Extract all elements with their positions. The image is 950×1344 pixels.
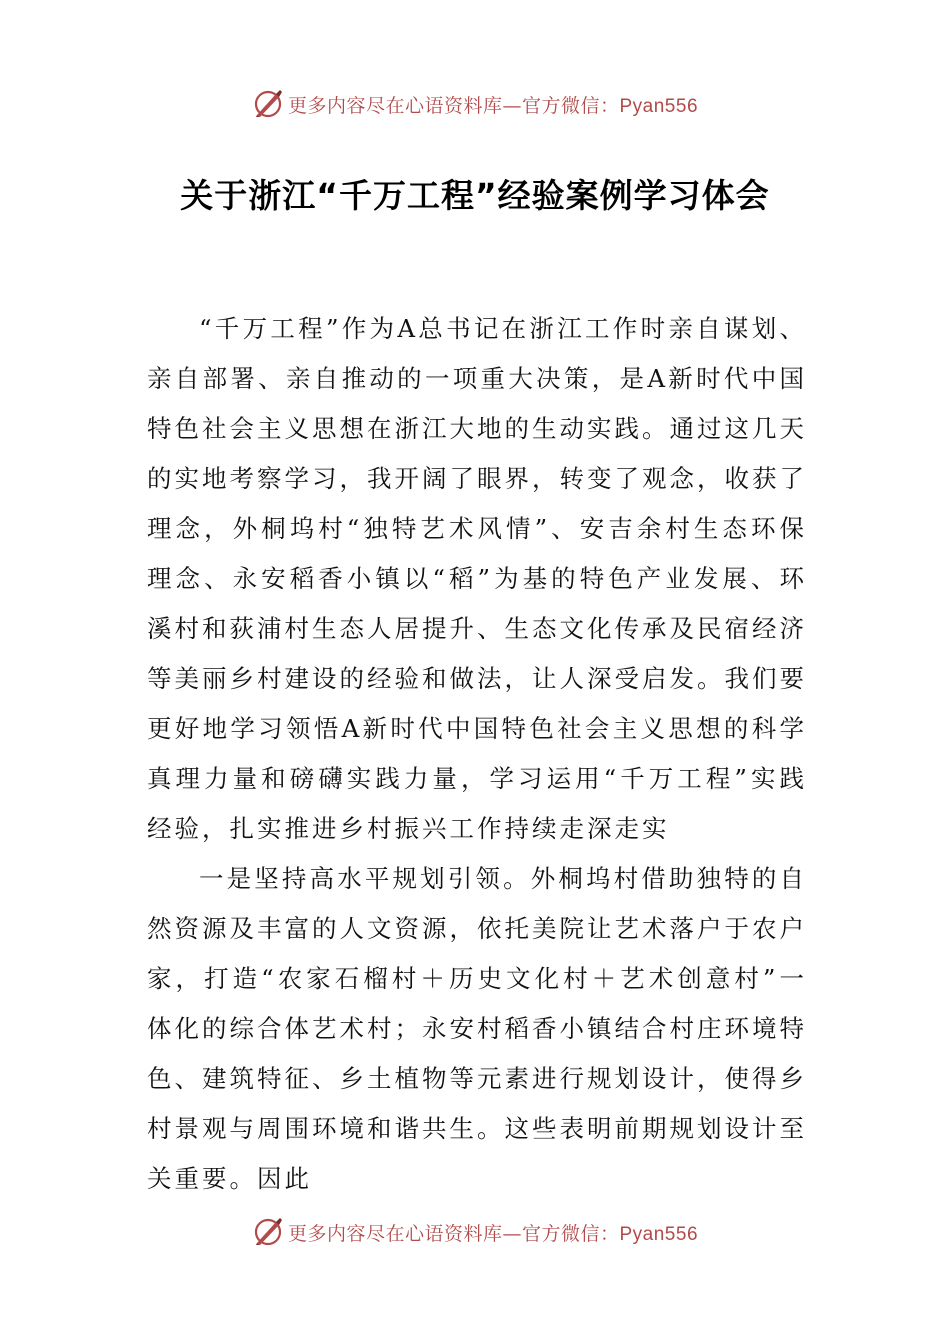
document-body [147,304,807,1204]
pen-logo-icon [252,88,284,120]
watermark-text: 更多内容尽在心语资料库—官方微信：Pyan556 [287,1222,699,1245]
pen-logo-icon [252,1216,284,1248]
watermark-handle: Pyan556 [619,1223,699,1245]
header-watermark [0,84,950,124]
document-title: 关于浙江“千万工程”经验案例学习体会 [180,176,770,215]
footer-watermark [0,1212,950,1252]
watermark-text: 更多内容尽在心语资料库—官方微信：Pyan556 [287,94,699,117]
watermark-handle: Pyan556 [619,95,699,117]
paragraph-point-one: 一是坚持高水平规划引领。外桐坞村借助独特的自然资源及丰富的人文资源，依托美院让艺术落户于农户家，打造“农家石榴村＋历史文化村＋艺术创意村”一体化的综合体艺术村；永安村稻香小镇结合村庄环境特色、建筑特征、乡土植物等元素进行规划设计，使得乡村景观与周围环境和谐共生。这些表明前期规划设计至关重要。因此 [147,864,807,1193]
paragraph-intro: “千万工程”作为A总书记在浙江工作时亲自谋划、亲自部署、亲自推动的一项重大决策，是A新时代中国特色社会主义思想在浙江大地的生动实践。通过这几天的实地考察学习，我开阔了眼界，转变了观念，收获了理念，外桐坞村“独特艺术风情”、安吉余村生态环保理念、永安稻香小镇以“稻”为基的特色产业发展、环溪村和荻浦村生态人居提升、生态文化传承及民宿经济等美丽乡村建设的经验和做法，让人深受启发。我们要更好地学习领悟A新时代中国特色社会主义思想的科学真理力量和磅礴实践力量，学习运用“千万工程”实践经验，扎实推进乡村振兴工作持续走深走实 [147,314,807,843]
